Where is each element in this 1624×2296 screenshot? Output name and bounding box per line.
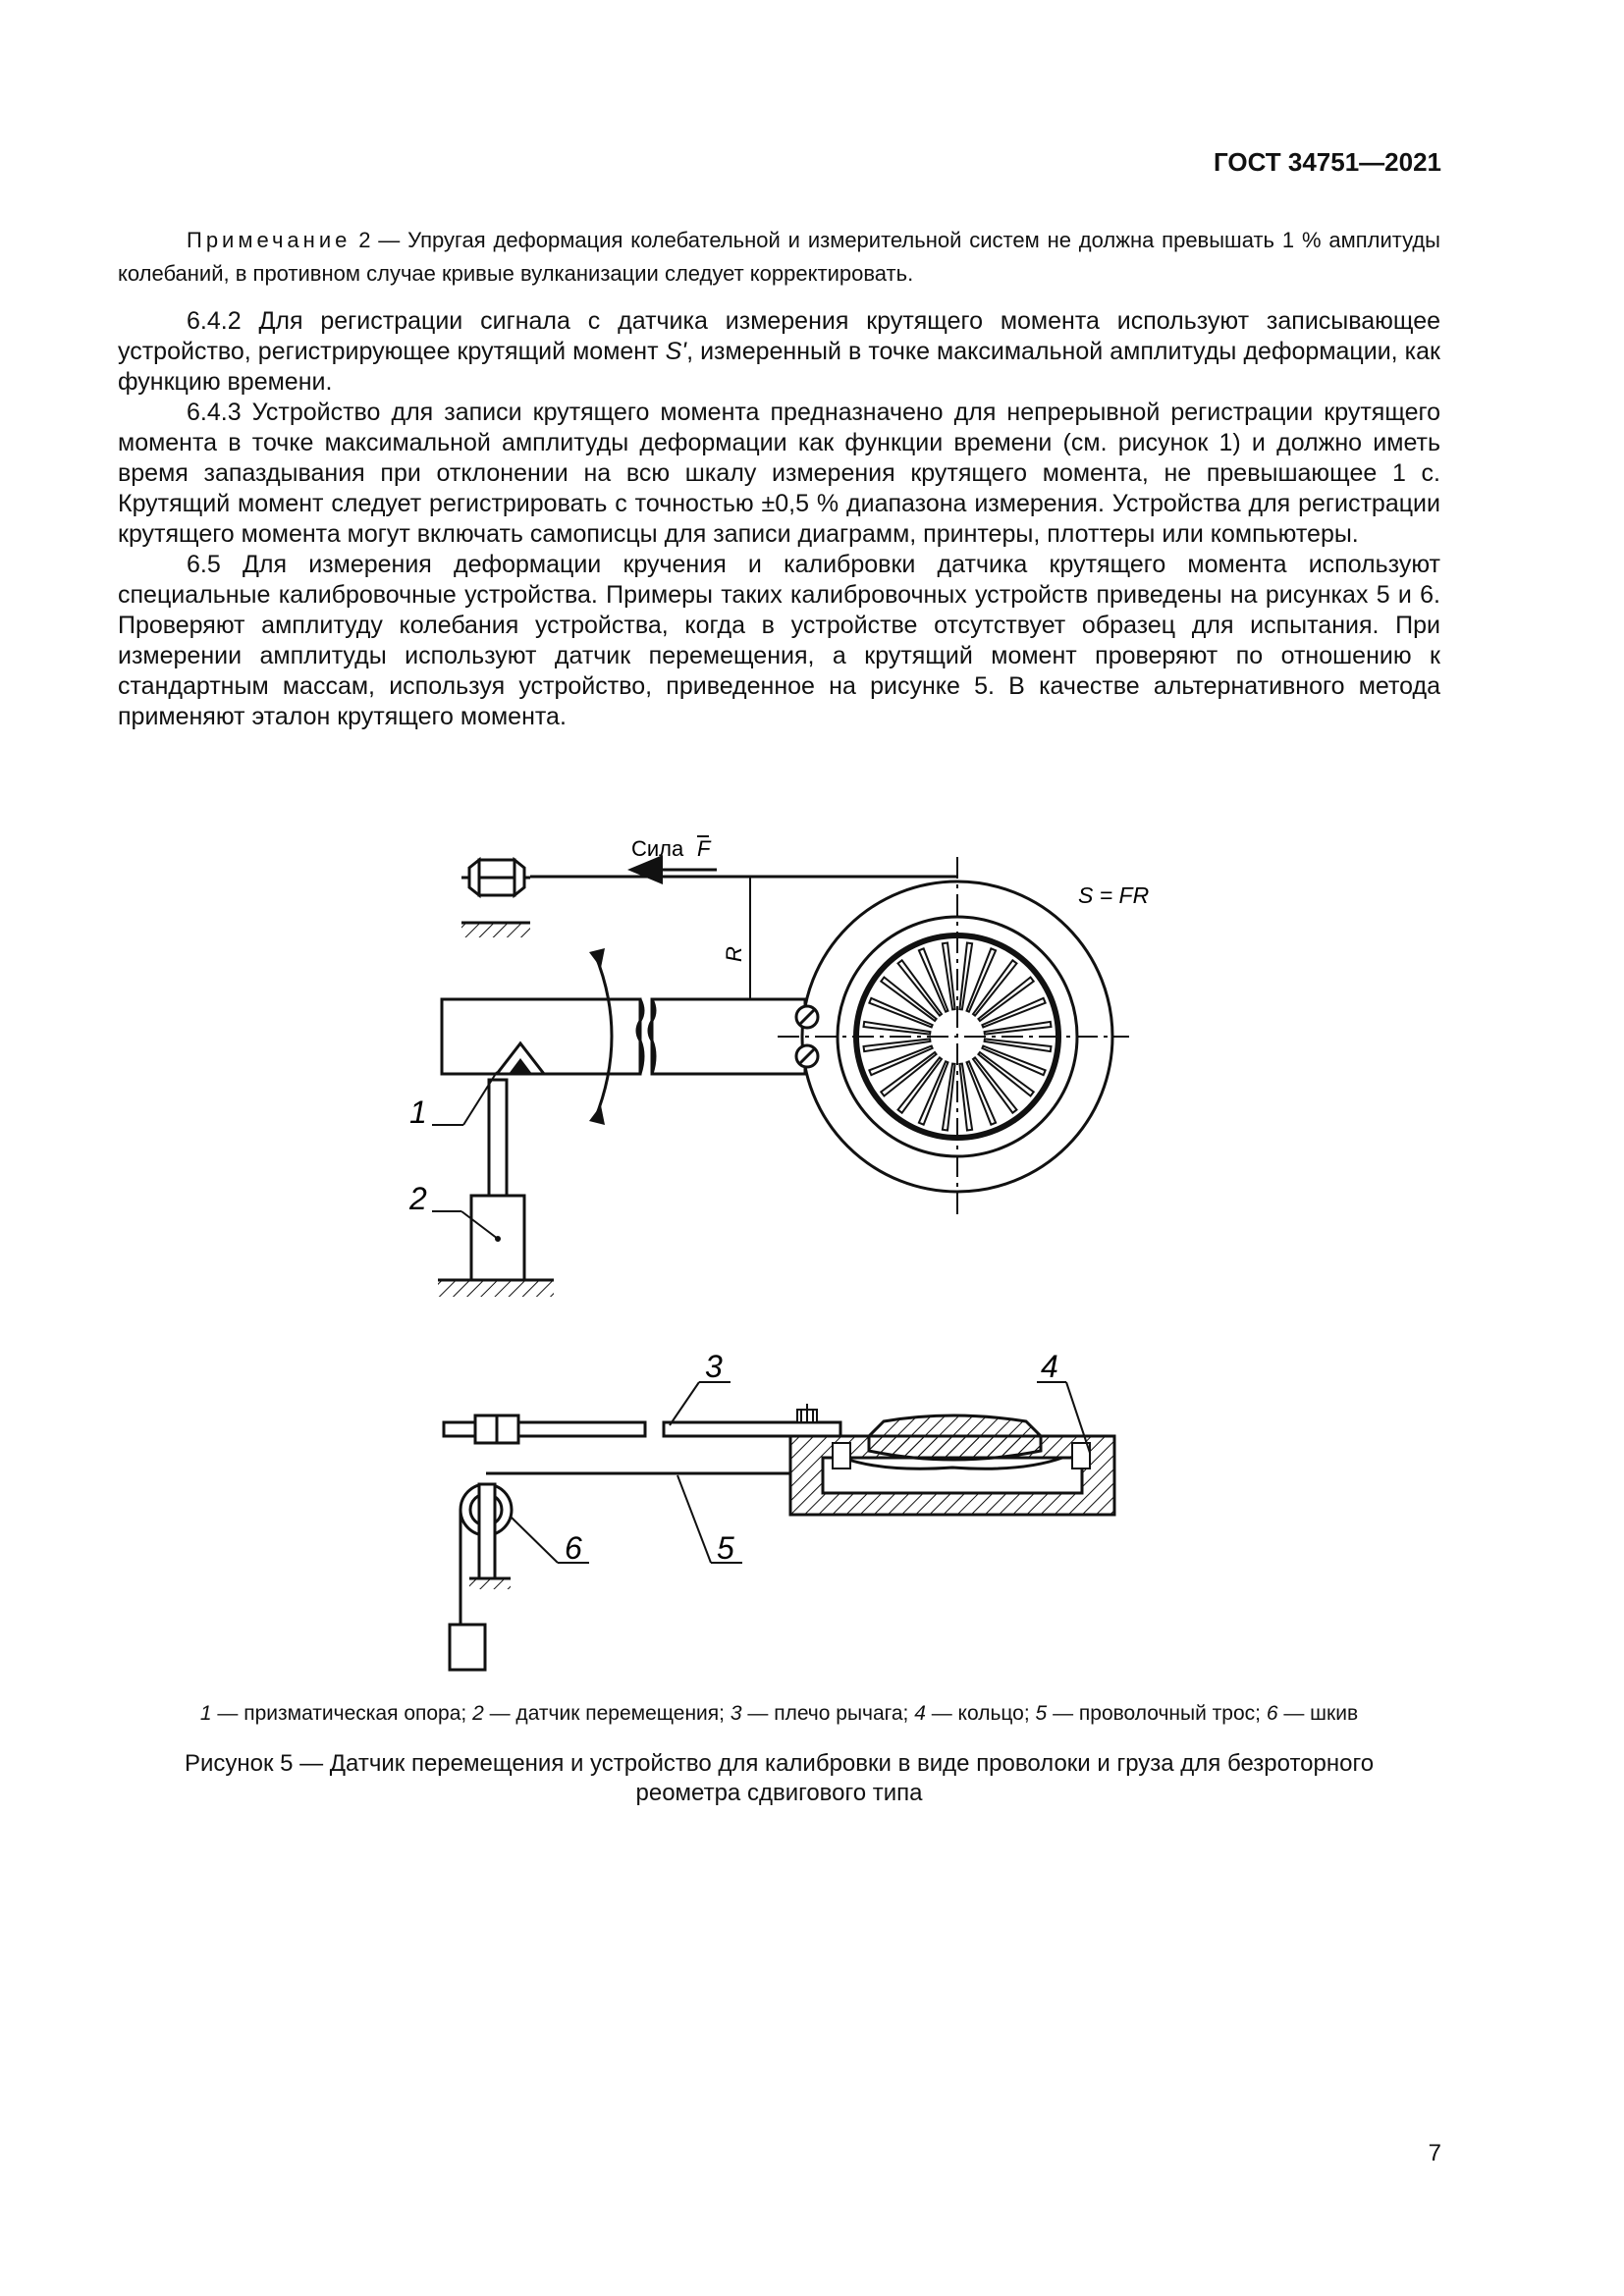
ground-support-top bbox=[461, 923, 530, 937]
legend-item: 4 — кольцо; bbox=[914, 1702, 1036, 1725]
lever-screw bbox=[797, 1404, 817, 1422]
legend-item: 2 — датчик перемещения; bbox=[472, 1702, 731, 1725]
document-header: ГОСТ 34751—2021 bbox=[1214, 147, 1441, 177]
callout-2: 2 bbox=[409, 1181, 427, 1216]
lever-arm bbox=[444, 1415, 840, 1443]
legend-item: 6 — шкив bbox=[1266, 1702, 1359, 1725]
pulley-ground bbox=[469, 1578, 511, 1589]
legend-item: 3 — плечо рычага; bbox=[730, 1702, 915, 1725]
page-number: 7 bbox=[1428, 2140, 1441, 2166]
formula-label: S = FR bbox=[1078, 882, 1150, 908]
figure-caption: Рисунок 5 — Датчик перемещения и устройство для калибровки в виде проволоки и груза для безроторного реометра сдвигового типа bbox=[184, 1750, 1375, 1806]
figure-legend bbox=[118, 1702, 1440, 1726]
radius-label: R bbox=[722, 946, 746, 962]
lever-beam bbox=[442, 999, 805, 1074]
callout-4: 4 bbox=[1041, 1349, 1058, 1384]
ground-support-bottom bbox=[438, 1280, 554, 1297]
top-pulley bbox=[461, 860, 530, 895]
paragraph-6-5: 6.5 Для измерения деформации кручения и калибровки датчика крутящего момента используют специальные калибровочные устройства. Примеры таких калибровочных устройств приведены на рисунках 5 и 6. Проверяют амплитуду колебания устройства, когда в устройстве отсутствует образец для испытания. При измерении амплитуды используют датчик перемещения, а крутящий момент проверяют по отношению к стандартным массам, используя устройство, приведенное на рисунке 5. В качестве альтернативного метода применяют эталон крутящего момента. bbox=[118, 551, 1440, 730]
callout-1: 1 bbox=[409, 1095, 427, 1130]
force-symbol: F bbox=[697, 836, 711, 861]
paragraph-text: , измеренный в точке максимальной амплитуды деформации, как функцию времени. bbox=[118, 338, 1440, 396]
callout-5: 5 bbox=[717, 1530, 734, 1566]
force-label: Сила bbox=[631, 836, 684, 861]
paragraph-6-4-3: 6.4.3 Устройство для записи крутящего момента предназначено для непрерывной регистрации крутящего момента в точке максимальной амплитуды деформации как функции времени (см. рисунок 1) и должно иметь время запаздывания при отклонении на всю шкалу измерения крутящего момента, не превышающее 1 с. Крутящий момент следует регистрировать с точностью ±0,5 % диапазона измерения. Устройства для регистрации крутящего момента могут включать самописцы для записи диаграмм, принтеры, плоттеры или компьютеры. bbox=[118, 399, 1440, 548]
callout-3: 3 bbox=[705, 1349, 723, 1384]
pulley bbox=[460, 1484, 512, 1625]
note-label: Примечание bbox=[187, 228, 352, 252]
note-text: 2 — Упругая деформация колебательной и измерительной систем не должна превышать 1 % амплитуды колебаний, в противном случае кривые вулканизации следует корректировать. bbox=[118, 228, 1440, 286]
legend-item: 5 — проволочный трос; bbox=[1035, 1702, 1267, 1725]
paragraph-text: 6.4.2 Для регистрации сигнала с датчика измерения крутящего момента используют записывающее устройство, регистрирующее крутящий момент bbox=[118, 307, 1440, 365]
torque-symbol: S' bbox=[665, 338, 687, 365]
calibration-ring bbox=[778, 857, 1129, 1217]
weight bbox=[450, 1625, 485, 1670]
displacement-sensor bbox=[471, 1080, 524, 1280]
legend-item: 1 — призматическая опора; bbox=[199, 1702, 473, 1725]
callout-6: 6 bbox=[565, 1530, 582, 1566]
